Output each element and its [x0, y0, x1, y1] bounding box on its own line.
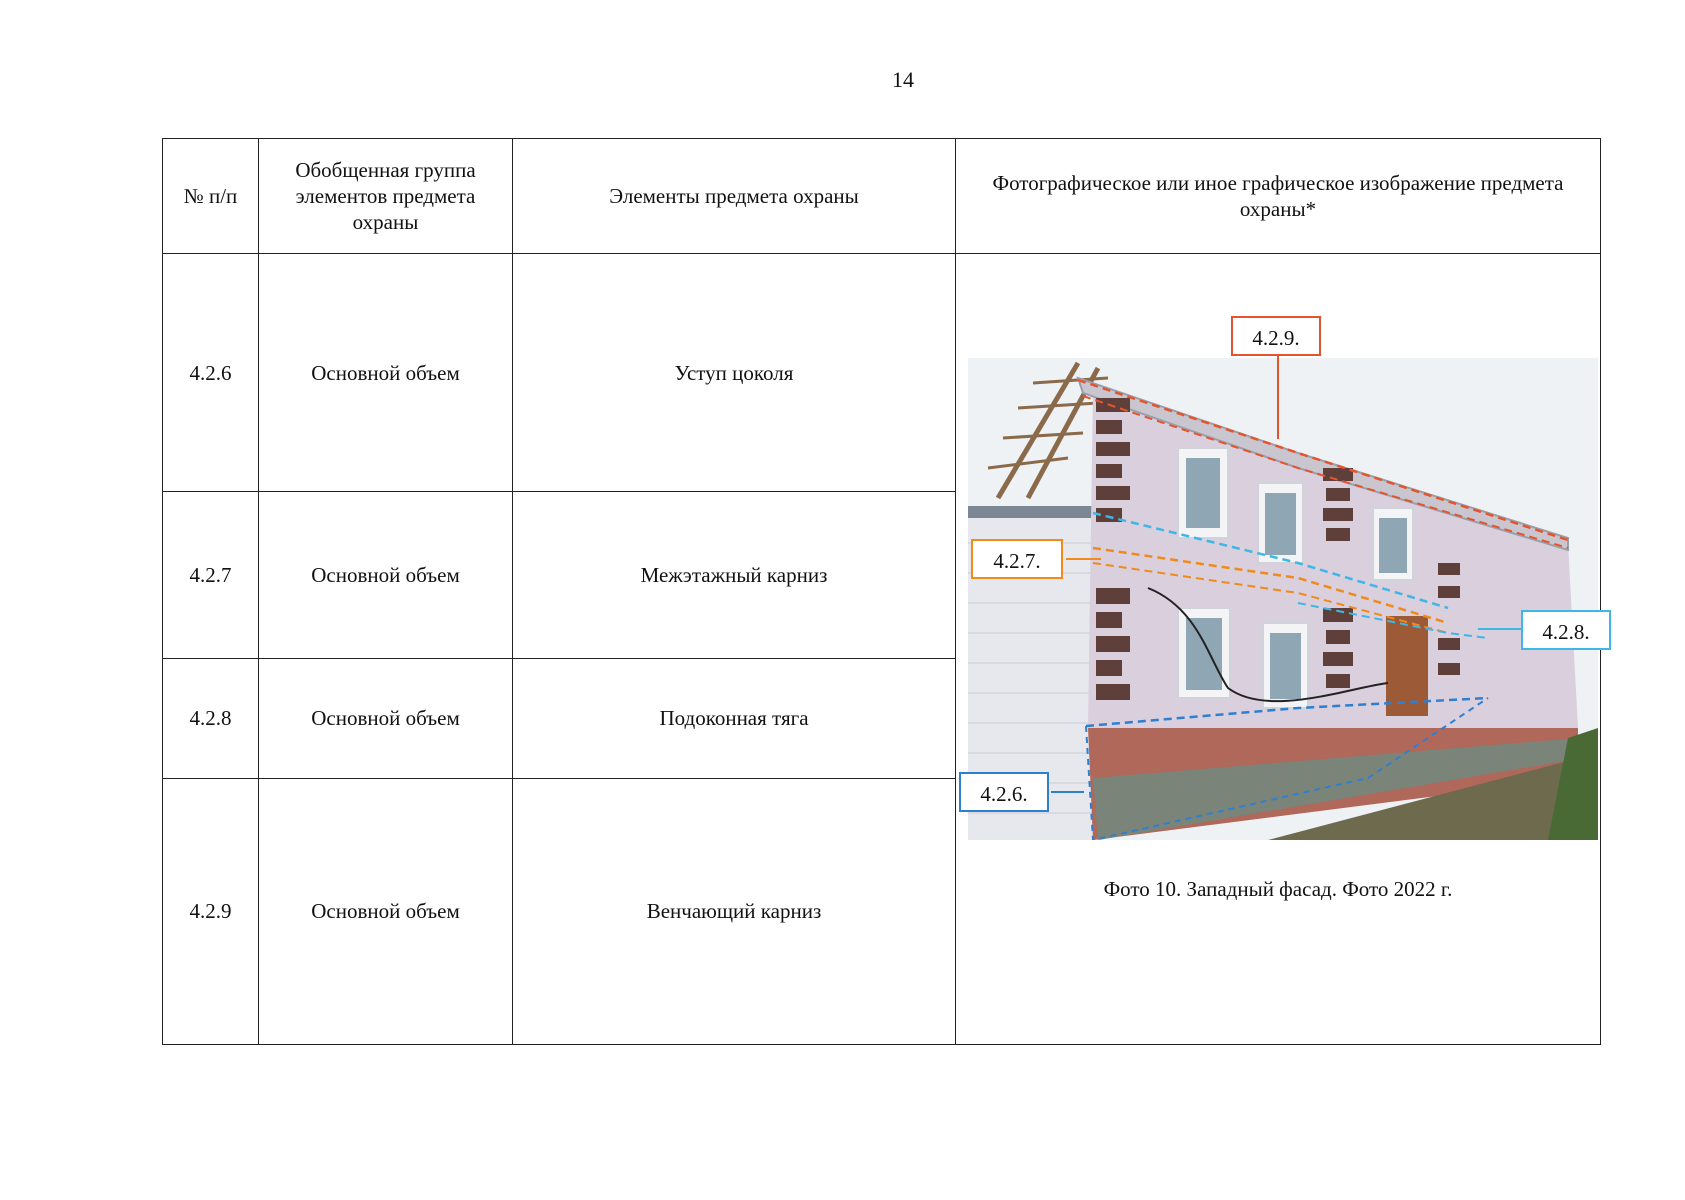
- header-num: № п/п: [163, 139, 259, 254]
- callout-4-2-7: 4.2.7.: [971, 539, 1063, 579]
- row-group: Основной объем: [259, 658, 513, 778]
- row-element: Венчающий карниз: [513, 778, 956, 1044]
- photo-caption: Фото 10. Западный фасад. Фото 2022 г.: [1103, 877, 1453, 901]
- table-row: [163, 254, 1601, 492]
- header-group: Обобщенная группа элементов предмета охраны: [259, 139, 513, 254]
- photo-container: [956, 254, 1600, 1044]
- photo-cell: [956, 254, 1601, 1045]
- page-number: 14: [892, 67, 914, 92]
- row-num: 4.2.8: [163, 658, 259, 778]
- row-group: Основной объем: [259, 492, 513, 658]
- callout-4-2-9: 4.2.9.: [1231, 316, 1321, 356]
- row-num: 4.2.9: [163, 778, 259, 1044]
- header-elements: Элементы предмета охраны: [513, 139, 956, 254]
- protection-elements-table: [162, 138, 1601, 1045]
- header-photo: Фотографическое или иное графическое изображение предмета охраны*: [956, 139, 1601, 254]
- callout-leaders: [956, 254, 1601, 1044]
- callout-4-2-6: 4.2.6.: [959, 772, 1049, 812]
- callout-4-2-8: 4.2.8.: [1521, 610, 1611, 650]
- row-num: 4.2.6: [163, 254, 259, 492]
- row-element: Межэтажный карниз: [513, 492, 956, 658]
- row-group: Основной объем: [259, 778, 513, 1044]
- row-num: 4.2.7: [163, 492, 259, 658]
- row-element: Подоконная тяга: [513, 658, 956, 778]
- row-group: Основной объем: [259, 254, 513, 492]
- row-element: Уступ цоколя: [513, 254, 956, 492]
- table-header-row: [163, 139, 1601, 254]
